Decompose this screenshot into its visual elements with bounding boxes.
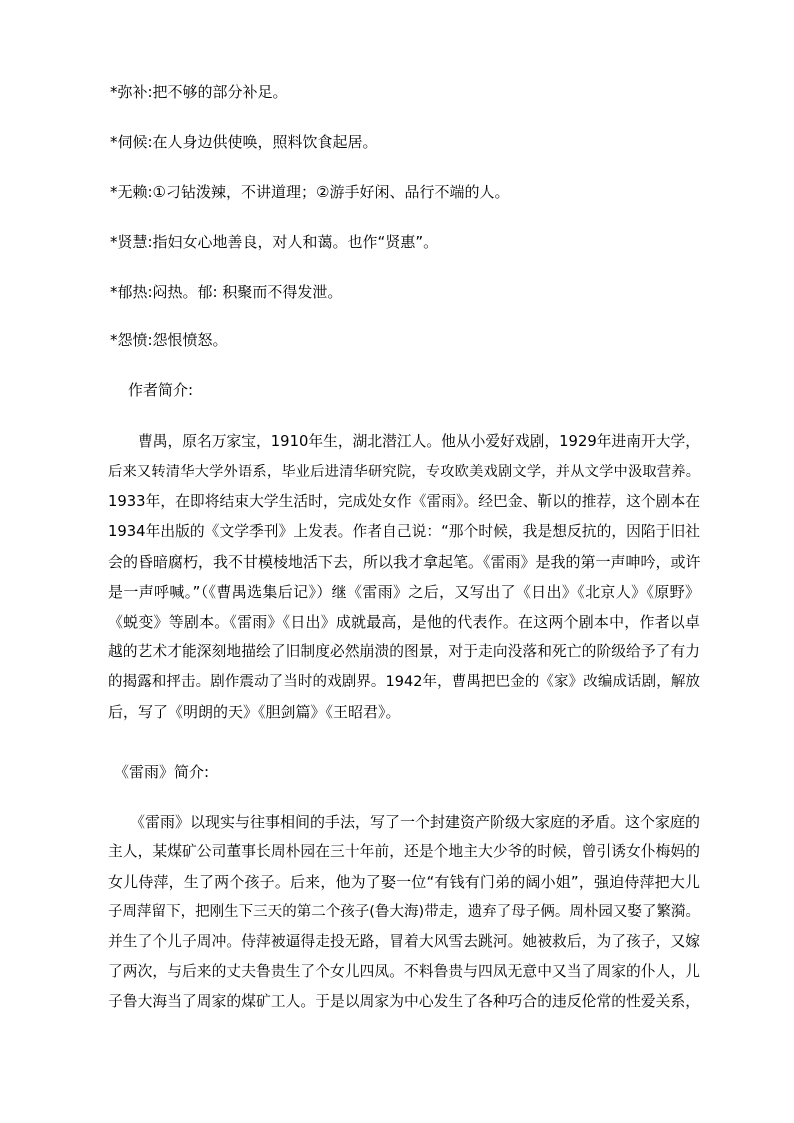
glossary-item-mibu: *弥补:把不够的部分补足。 [110,83,288,101]
paragraph-line: 并生了个儿子周冲。侍萍被逼得走投无路，冒着大风雪去跳河。她被救后，为了孩子，又嫁 [108,933,700,950]
paragraph-line: 子鲁大海当了周家的煤矿工人。于是以周家为中心发生了各种巧合的违反伦常的性爱关系， [108,993,700,1010]
paragraph-line: 曹禺，原名万家宝，1910年生，湖北潜江人。他从小爱好戏剧，1929年进南开大学， [138,433,700,450]
paragraph-line: 会的昏暗腐朽，我不甘模棱地活下去，所以我才拿起笔。《雷雨》是我的第一声呻吟，或许 [108,553,701,571]
paragraph-line: 1933年，在即将结束大学生活时，完成处女作《雷雨》。经巴金、靳以的推荐，这个剧本在 [108,493,700,510]
paragraph-line: 主人，某煤矿公司董事长周朴园在三十年前，还是个地主大少爷的时候，曾引诱女仆梅妈的 [108,843,700,860]
paragraph-line: 《雷雨》以现实与往事相间的手法，写了一个封建资产阶级大家庭的矛盾。这个家庭的 [130,813,701,831]
play-heading: 《雷雨》简介: [114,763,210,781]
paragraph-line: 子周萍留下，把刚生下三天的第二个孩子(鲁大海)带走，遗弃了母子俩。周朴园又娶了繁漪。 [108,904,700,920]
glossary-item-xianhui: *贤慧:指妇女心地善良，对人和蔼。也作“贤惠”。 [110,233,439,251]
glossary-item-wulai: *无赖:①刁钻泼辣，不讲道理；②游手好闲、品行不端的人。 [110,183,510,201]
paragraph-line: 后来又转清华大学外语系，毕业后进清华研究院，专攻欧美戏剧文学，并从文学中汲取营养。 [108,464,700,480]
glossary-item-cihou: *伺候:在人身边供使唤，照料饮食起居。 [110,133,378,151]
paragraph-line: 的揭露和抨击。剧作震动了当时的戏剧界。1942年，曹禺把巴金的《家》改编成话剧，解放 [108,674,700,690]
paragraph-line: 女儿侍萍，生了两个孩子。后来，他为了娶一位“有钱有门弟的阔小姐”，强迫侍萍把大儿 [108,873,700,891]
paragraph-line: 《蜕变》等剧本。《雷雨》《日出》成就最高，是他的代表作。在这两个剧本中，作者以卓 [108,613,700,631]
author-heading: 作者简介: [128,381,194,399]
glossary-item-yuanfen: *怨愤:怨恨愤怒。 [110,331,228,349]
glossary-item-yure: *郁热:闷热。郁: 积聚而不得发泄。 [110,283,343,301]
paragraph-line: 是一声呼喊。”（《曹禺选集后记》）继《雷雨》之后，又写出了《日出》《北京人》《原野》 [108,583,700,601]
paragraph-line: 1934年出版的《文学季刊》上发表。作者自己说：“那个时候，我是想反抗的，因陷于旧社 [108,523,700,540]
paragraph-line: 越的艺术才能深刻地描绘了旧制度必然崩溃的图景，对于走向没落和死亡的阶级给予了有力 [108,643,700,660]
paragraph-line: 了两次，与后来的丈夫鲁贵生了个女儿四凤。不料鲁贵与四凤无意中又当了周家的仆人，儿 [108,963,700,980]
paragraph-line: 后，写了《明朗的天》《胆剑篇》《王昭君》。 [108,703,401,721]
